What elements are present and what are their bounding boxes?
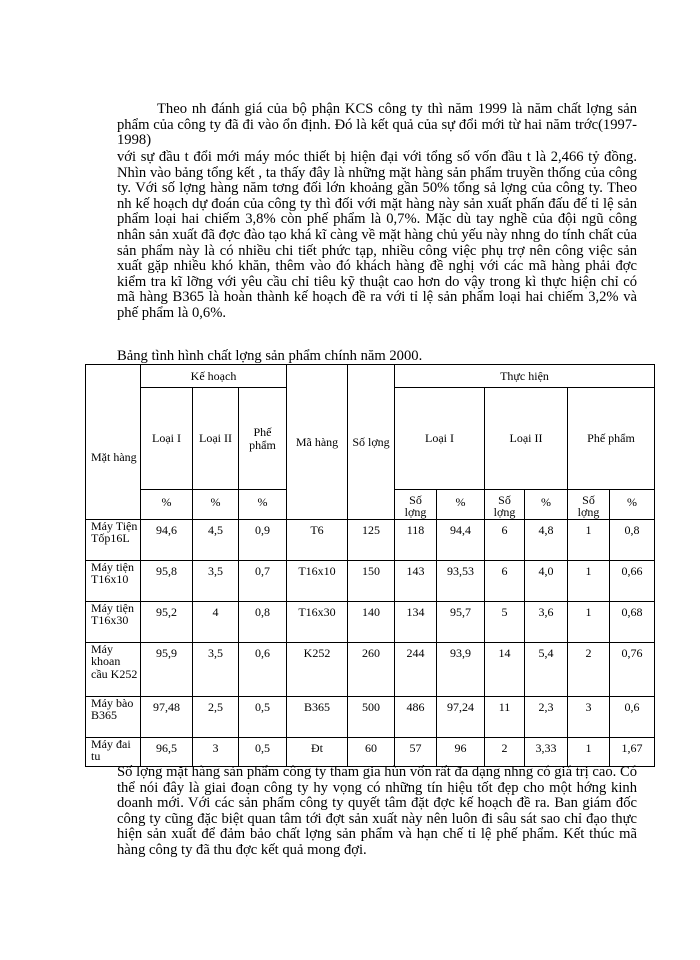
cell-value: 11 (485, 697, 525, 738)
cell-value: 93,9 (437, 643, 485, 697)
cell-value: 5 (485, 602, 525, 643)
cell-value: 95,9 (141, 643, 193, 697)
cell-value: 95,7 (437, 602, 485, 643)
cell-value: 3,5 (193, 561, 239, 602)
table-caption: Bảng tình hình chất lợng sản phẩm chính năm 2000. (117, 348, 423, 364)
cell-value: 0,5 (239, 697, 287, 738)
header-pct: % (610, 490, 655, 520)
body-paragraph: với sự đầu t đổi mới máy móc thiết bị hiện đại với tổng số vốn đầu t là 2,466 tỷ đồng. Nhìn vào bảng tổng kết , ta thấy đây là những mặt hàng sản phẩm truyền thống của công ty. Với số lợng hàng năm tơng đối lớn khoảng gần 50% tổng sả lợng của công ty. Theo nh kế hoạch dự đoán của công ty thì đối với mặt hàng này sản xuất phấn đấu để tỉ lệ sản phẩm loại hai chiếm 3,8% còn phế phẩm là 0,7%. Mặc dù tay nghề của đội ngũ công nhân sản xuất đã đợc đào tạo khá kĩ càng về mặt hàng chủ yếu này nhng do tính chất của sản phẩm này là có nhiều chi tiết phức tạp, nhiều công việc phụ trợ nên công việc sản xuất gặp nhiều khó khăn, thêm vào đó khách hàng đề nghị với các mã hàng phải đợc kiểm tra kĩ lỡng với yêu cầu chỉ tiêu kỹ thuật cao hơn do vậy trong kì thực hiện chỉ có mã hàng B365 là hoàn thành kế hoạch đề ra với tỉ lệ sản phẩm loại hai chiếm 3,2% và phế phẩm là 0,6%. (117, 149, 637, 321)
cell-value: 1 (568, 561, 610, 602)
cell-value: 94,6 (141, 520, 193, 561)
cell-value: 97,48 (141, 697, 193, 738)
header-so-luong-sub: Số lợng (485, 490, 525, 520)
cell-value: 1 (568, 520, 610, 561)
cell-value: 6 (485, 561, 525, 602)
cell-value: 3 (568, 697, 610, 738)
cell-value: 125 (348, 520, 395, 561)
cell-value: 60 (348, 738, 395, 767)
cell-value: 0,66 (610, 561, 655, 602)
cell-value: 14 (485, 643, 525, 697)
cell-value: 3 (193, 738, 239, 767)
cell-value: 6 (485, 520, 525, 561)
cell-ma-hang: B365 (287, 697, 348, 738)
quality-table (85, 364, 655, 767)
cell-value: 1 (568, 738, 610, 767)
header-kh-loai2: Loại II (193, 388, 239, 490)
cell-value: 57 (395, 738, 437, 767)
cell-value: 0,9 (239, 520, 287, 561)
header-kh-phe-pham: Phế phẩm (239, 388, 287, 490)
cell-mat-hang: Máy tiện T16x10 (86, 561, 141, 602)
cell-value: 93,53 (437, 561, 485, 602)
header-so-luong-sub: Số lợng (568, 490, 610, 520)
cell-mat-hang: Máy bào B365 (86, 697, 141, 738)
cell-value: 4,0 (525, 561, 568, 602)
cell-value: 0,76 (610, 643, 655, 697)
header-th-phe-pham: Phế phẩm (568, 388, 655, 490)
cell-value: 486 (395, 697, 437, 738)
cell-value: 260 (348, 643, 395, 697)
cell-value: 2,5 (193, 697, 239, 738)
header-pct: % (141, 490, 193, 520)
cell-value: 95,8 (141, 561, 193, 602)
cell-mat-hang: Máy đai tu (86, 738, 141, 767)
cell-value: 244 (395, 643, 437, 697)
cell-ma-hang: T16x30 (287, 602, 348, 643)
cell-value: 0,7 (239, 561, 287, 602)
cell-value: 94,4 (437, 520, 485, 561)
header-so-luong-sub: Số lợng (395, 490, 437, 520)
header-ma-hang: Mã hàng (287, 365, 348, 520)
cell-value: 3,6 (525, 602, 568, 643)
cell-value: 4,5 (193, 520, 239, 561)
closing-paragraph: Số lợng mặt hàng sản phẩm công ty tham gia hùn vốn rất đa dạng nhng có giá trị cao. Có thể nói đây là giai đoạn công ty hy vọng có những tín hiệu tốt đẹp cho một hớng kinh doanh mới. Với các sản phẩm công ty quyết tâm đặt đợc kế hoạch đề ra. Ban giám đốc công ty cũng đặc biệt quan tâm tới đợt sản xuất này nên luôn đi sâu sát sao chỉ đạo thực hiện sản xuất để đảm bảo chất lợng sản phẩm và hạn chế tỉ lệ phế phẩm. Kết thúc mã hàng công ty đã thu đợc kết quả mong đợi. (117, 764, 637, 858)
cell-value: 97,24 (437, 697, 485, 738)
cell-value: 5,4 (525, 643, 568, 697)
cell-value: 0,6 (610, 697, 655, 738)
header-kh-loai1: Loại I (141, 388, 193, 490)
cell-ma-hang: T16x10 (287, 561, 348, 602)
cell-ma-hang: K252 (287, 643, 348, 697)
cell-value: 1 (568, 602, 610, 643)
cell-value: 143 (395, 561, 437, 602)
header-ke-hoach: Kế hoạch (141, 365, 287, 388)
intro-paragraph: Theo nh đánh giá của bộ phận KCS công ty thì năm 1999 là năm chất lợng sản phẩm của công ty đã đi vào ổn định. Đó là kết quả của sự đổi mới từ hai năm trớc(1997-1998) (117, 101, 637, 149)
cell-value: 500 (348, 697, 395, 738)
cell-value: 0,8 (610, 520, 655, 561)
cell-value: 1,67 (610, 738, 655, 767)
cell-value: 4,8 (525, 520, 568, 561)
cell-value: 96 (437, 738, 485, 767)
cell-value: 140 (348, 602, 395, 643)
header-thuc-hien: Thực hiện (395, 365, 655, 388)
cell-value: 3,5 (193, 643, 239, 697)
cell-mat-hang: Máy khoan cầu K252 (86, 643, 141, 697)
cell-ma-hang: Đt (287, 738, 348, 767)
header-th-loai1: Loại I (395, 388, 485, 490)
cell-ma-hang: T6 (287, 520, 348, 561)
header-pct: % (525, 490, 568, 520)
cell-value: 3,33 (525, 738, 568, 767)
header-pct: % (193, 490, 239, 520)
cell-value: 0,5 (239, 738, 287, 767)
cell-value: 0,6 (239, 643, 287, 697)
cell-value: 150 (348, 561, 395, 602)
cell-value: 96,5 (141, 738, 193, 767)
cell-value: 118 (395, 520, 437, 561)
cell-value: 0,8 (239, 602, 287, 643)
cell-value: 95,2 (141, 602, 193, 643)
header-mat-hang: Mặt hàng (86, 365, 141, 520)
header-so-luong: Số lợng (348, 365, 395, 520)
header-pct: % (239, 490, 287, 520)
cell-value: 4 (193, 602, 239, 643)
cell-mat-hang: Máy tiện T16x30 (86, 602, 141, 643)
cell-value: 2,3 (525, 697, 568, 738)
header-pct: % (437, 490, 485, 520)
cell-value: 2 (485, 738, 525, 767)
cell-value: 134 (395, 602, 437, 643)
cell-value: 0,68 (610, 602, 655, 643)
cell-value: 2 (568, 643, 610, 697)
cell-mat-hang: Máy Tiện Tốp16L (86, 520, 141, 561)
header-th-loai2: Loại II (485, 388, 568, 490)
